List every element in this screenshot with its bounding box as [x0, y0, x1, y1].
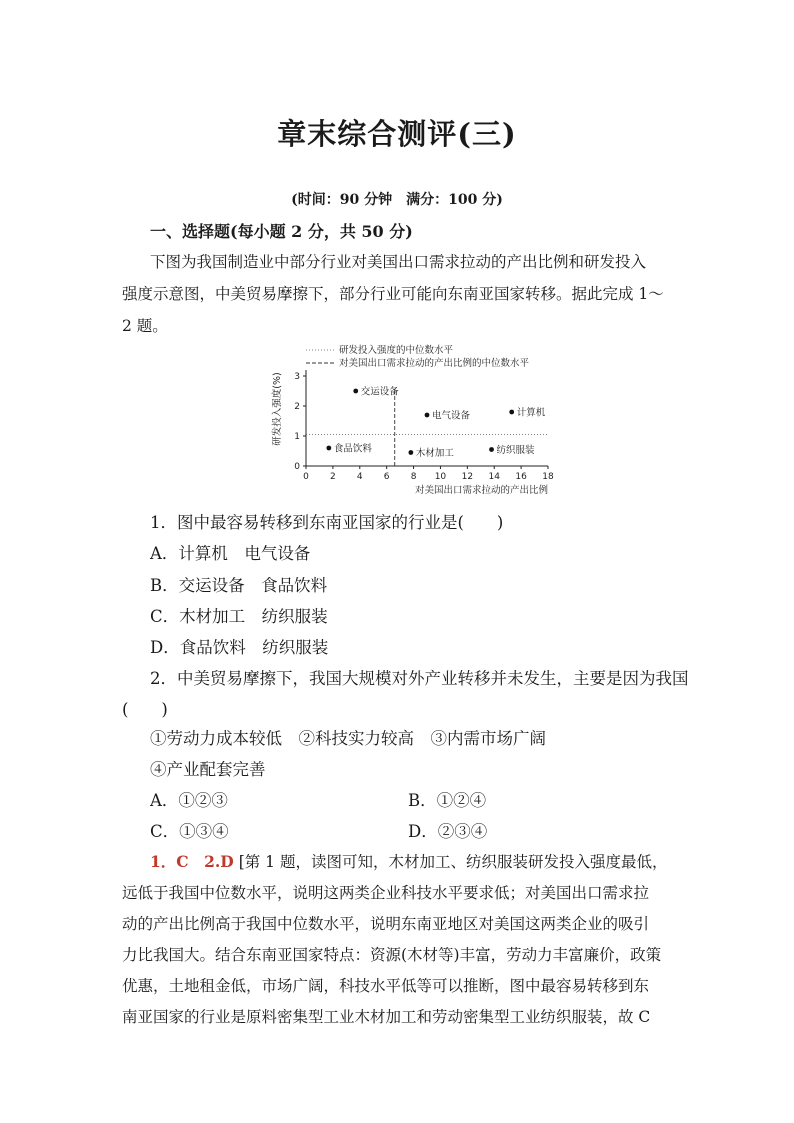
intro-line-3: 2 题。 — [122, 317, 168, 335]
q2-option-a[interactable]: A．①②③ — [150, 791, 228, 810]
section-heading: 一、选择题(每小题 2 分，共 50 分) — [150, 222, 413, 241]
x-tick-label: 4 — [356, 472, 363, 482]
data-point — [326, 446, 331, 451]
x-tick-label: 2 — [330, 472, 336, 482]
intro-line-1: 下图为我国制造业中部分行业对美国出口需求拉动的产出比例和研发投入 — [150, 253, 647, 271]
page-title: 章末综合测评(三) — [277, 117, 517, 151]
x-tick-label: 0 — [303, 472, 309, 482]
q1-option-c[interactable]: C．木材加工 纺织服装 — [150, 607, 328, 626]
answer-line-1 — [150, 850, 667, 872]
data-point-label: 纺织服装 — [496, 445, 535, 456]
data-point — [353, 389, 358, 394]
data-point-label: 交运设备 — [360, 386, 399, 398]
q1-option-a[interactable]: A．计算机 电气设备 — [150, 544, 311, 563]
question-2-paren: ( ) — [122, 700, 168, 719]
answer-key: 1．C 2.D — [150, 852, 234, 871]
data-point — [509, 410, 514, 415]
data-point — [489, 447, 494, 452]
q2-items-line-2: ④产业配套完善 — [150, 760, 266, 779]
x-tick-label: 18 — [542, 472, 554, 482]
y-axis-label: 研发投入强度(%) — [272, 372, 283, 446]
q2-option-d[interactable]: D．②③④ — [408, 822, 488, 841]
answer-line-2: 远低于我国中位数水平，说明这两类企业科技水平要求低；对美国出口需求拉 — [122, 884, 650, 902]
answer-line-6: 南亚国家的行业是原料密集型工业木材加工和劳动密集型工业纺织服装，故 C — [122, 1008, 651, 1026]
x-tick-label: 8 — [410, 472, 417, 482]
y-tick-label: 1 — [294, 432, 300, 442]
data-point-label: 食品饮料 — [333, 443, 372, 455]
answer-line-5: 优惠，土地租金低，市场广阔，科技水平低等可以推断，图中最容易转移到东 — [122, 977, 650, 995]
data-point — [408, 450, 413, 455]
data-point-label: 计算机 — [516, 407, 546, 419]
question-1-stem: 1．图中最容易转移到东南亚国家的行业是( ) — [150, 513, 504, 532]
q2-option-c[interactable]: C．①③④ — [150, 822, 229, 841]
x-tick-label: 10 — [434, 472, 447, 482]
q1-option-d[interactable]: D．食品饮料 纺织服装 — [150, 638, 329, 657]
exam-meta: (时间：90 分钟 满分：100 分) — [291, 192, 503, 208]
x-tick-label: 16 — [515, 472, 527, 482]
q2-option-b[interactable]: B．①②④ — [408, 791, 487, 810]
y-tick-label: 3 — [294, 372, 300, 382]
x-axis-label: 对美国出口需求拉动的产出比例 — [414, 485, 548, 496]
data-point-label: 木材加工 — [415, 448, 454, 459]
x-tick-label: 12 — [461, 472, 474, 482]
intro-line-2: 强度示意图，中美贸易摩擦下，部分行业可能向东南亚国家转移。据此完成 1～ — [122, 285, 664, 303]
legend-label-export: 对美国出口需求拉动的产出比例的中位数水平 — [339, 358, 530, 369]
scatter-chart — [266, 340, 566, 502]
legend-label-rd: 研发投入强度的中位数水平 — [339, 345, 454, 356]
x-tick-label: 14 — [488, 472, 500, 482]
y-tick-label: 0 — [294, 462, 300, 472]
data-point-label: 电气设备 — [432, 410, 471, 422]
question-2-stem: 2．中美贸易摩擦下，我国大规模对外产业转移并未发生，主要是因为我国 — [150, 669, 689, 688]
answer-text: [第 1 题，读图可知，木材加工、纺织服装研发投入强度最低， — [238, 853, 668, 871]
y-tick-label: 2 — [294, 402, 300, 412]
answer-line-3: 动的产出比例高于我国中位数水平，说明东南亚地区对美国这两类企业的吸引 — [122, 915, 650, 933]
x-tick-label: 6 — [383, 472, 390, 482]
q1-option-b[interactable]: B．交运设备 食品饮料 — [150, 576, 328, 595]
q2-items-line-1: ①劳动力成本较低 ②科技实力较高 ③内需市场广阔 — [150, 729, 546, 748]
data-point — [425, 413, 430, 418]
answer-line-4: 力比我国大。结合东南亚国家特点：资源(木材等)丰富，劳动力丰富廉价，政策 — [122, 946, 662, 964]
